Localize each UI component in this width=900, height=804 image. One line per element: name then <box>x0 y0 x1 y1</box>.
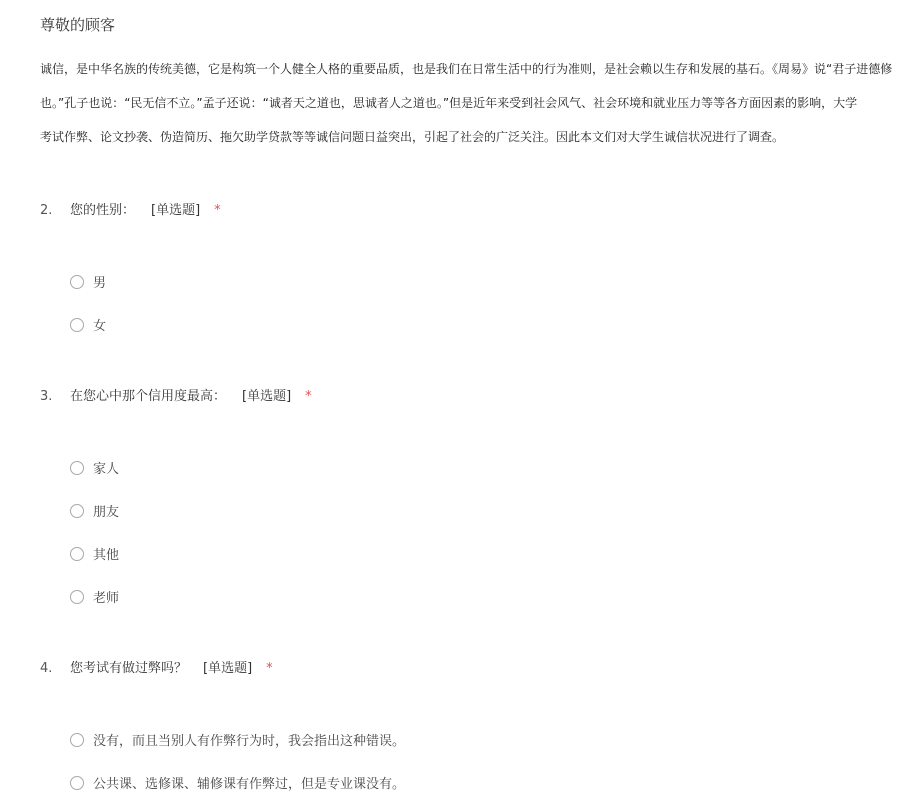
option-never-cheated[interactable] <box>70 718 870 761</box>
option-family[interactable] <box>70 446 870 489</box>
question-title <box>40 383 900 411</box>
option-other[interactable] <box>70 532 870 575</box>
option-label: 朋友 <box>93 505 120 520</box>
question-number: 3. <box>40 389 53 404</box>
intro-line: 也。”孔子也说：“民无信不立。”孟子还说：“诚者天之道也，思诚者人之道也。”但是近年来受到社会风气、社会环境和就业压力等等各方面因素的影响，大学 <box>40 96 858 110</box>
option-teacher[interactable] <box>70 575 870 618</box>
radio-button[interactable] <box>70 733 84 747</box>
radio-button[interactable] <box>70 275 84 289</box>
required-marker: * <box>305 389 312 404</box>
option-friends[interactable] <box>70 489 870 532</box>
intro-paragraph <box>40 52 900 154</box>
option-label: 家人 <box>93 462 120 477</box>
intro-line: 考试作弊、论文抄袭、伪造简历、拖欠助学贷款等等诚信问题日益突出，引起了社会的广泛关注。因此本文们对大学生诚信状况进行了调查。 <box>40 130 785 144</box>
options-list <box>70 718 870 804</box>
option-female[interactable] <box>70 303 870 346</box>
question-title <box>40 655 900 683</box>
option-male[interactable] <box>70 260 870 303</box>
radio-button[interactable] <box>70 776 84 790</box>
question-cheating <box>40 655 900 792</box>
radio-button[interactable] <box>70 461 84 475</box>
option-label: 公共课、选修课、辅修课有作弊过，但是专业课没有。 <box>93 777 406 792</box>
question-gender <box>40 197 900 334</box>
required-marker: * <box>266 661 273 676</box>
radio-button[interactable] <box>70 590 84 604</box>
options-list <box>70 260 870 346</box>
question-text: 您考试有做过弊吗？ <box>70 661 188 676</box>
question-text: 在您心中那个信用度最高： <box>70 389 227 404</box>
option-label: 女 <box>93 319 107 334</box>
question-trust <box>40 383 900 606</box>
option-label: 老师 <box>93 591 120 606</box>
question-number: 2. <box>40 203 53 218</box>
radio-button[interactable] <box>70 318 84 332</box>
question-text: 您的性别： <box>70 203 136 218</box>
required-marker: * <box>214 203 221 218</box>
intro-line: 诚信，是中华名族的传统美德，它是构筑一个人健全人格的重要品质，也是我们在日常生活中的行为准则，是社会赖以生存和发展的基石。《周易》说“君子进德修 <box>40 62 893 76</box>
question-number: 4. <box>40 661 53 676</box>
option-label: 没有，而且当别人有作弊行为时，我会指出这种错误。 <box>93 734 406 749</box>
option-label: 男 <box>93 276 107 291</box>
option-cheated-non-major[interactable] <box>70 761 870 804</box>
question-type: [单选题] <box>203 661 253 676</box>
radio-button[interactable] <box>70 504 84 518</box>
question-title <box>40 197 900 225</box>
option-label: 其他 <box>93 548 120 563</box>
options-list <box>70 446 870 618</box>
radio-button[interactable] <box>70 547 84 561</box>
greeting-title: 尊敬的顾客 <box>40 16 116 34</box>
question-type: [单选题] <box>151 203 201 218</box>
question-type: [单选题] <box>242 389 292 404</box>
